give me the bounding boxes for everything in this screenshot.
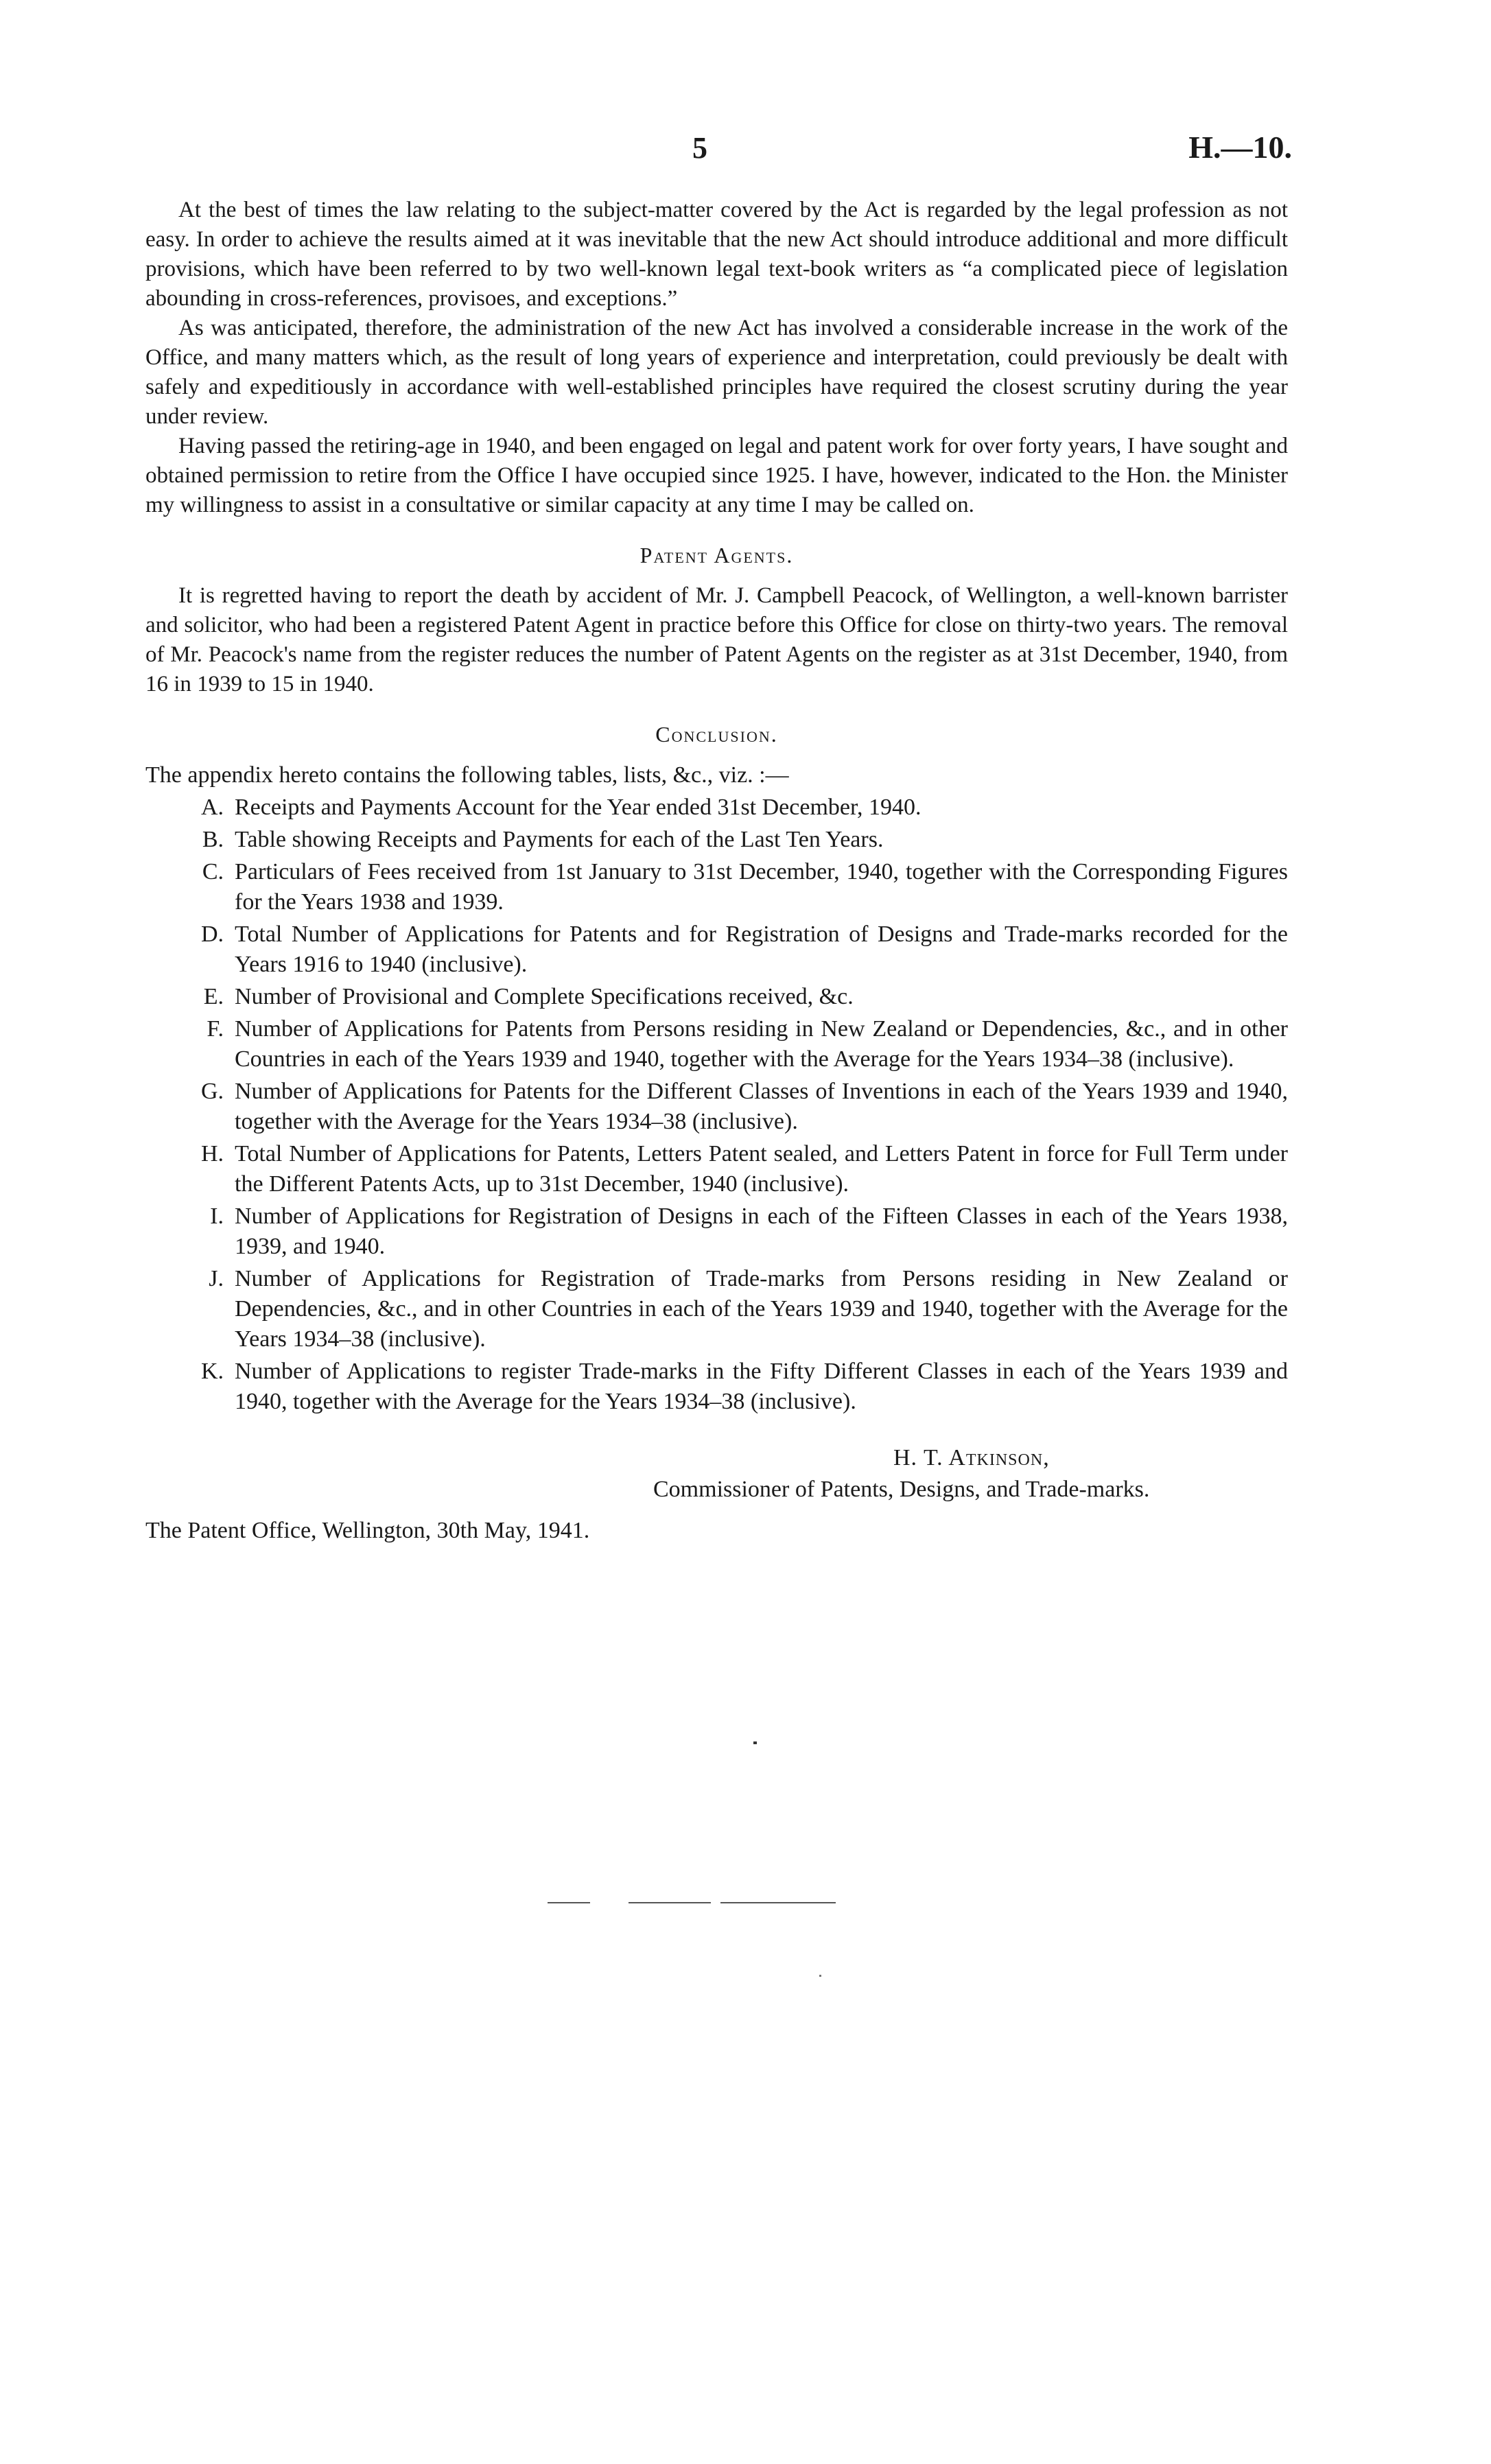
appendix-item-letter: K.	[200, 1359, 224, 1384]
appendix-item-text: Receipts and Payments Account for the Year ended 31st December, 1940.	[235, 795, 921, 820]
signatory-title: Commissioner of Patents, Designs, and Trade-marks.	[653, 1477, 1150, 1502]
appendix-item-text: Particulars of Fees received from 1st January to 31st December, 1940, together with the Corresponding Figures for the Years 1938 and 1939.	[235, 859, 1288, 915]
appendix-item-letter: B.	[202, 827, 224, 852]
faint-rule-fragment	[548, 1902, 590, 1903]
appendix-item-text: Total Number of Applications for Patents, Letters Patent sealed, and Letters Patent in force for Full Term under the Different Patents Acts, up to 31st December, 1940 (inclusive).	[235, 1141, 1288, 1197]
paragraph-retirement: Having passed the retiring-age in 1940, and been engaged on legal and patent work for over forty years, I have sought and obtained permission to retire from the Office I have occupied since 1925. I have, however, indicated to the Hon. the Minister my willingness to assist in a consultative or similar capacity at any time I may be called on.	[145, 434, 1288, 517]
document-reference: H.—10.	[1188, 130, 1292, 165]
appendix-item-text: Total Number of Applications for Patents and for Registration of Designs and Trade-marks recorded for the Years 1916 to 1940 (inclusive).	[235, 922, 1288, 977]
appendix-item-letter: F.	[207, 1016, 224, 1042]
appendix-item-letter: D.	[200, 922, 224, 947]
signatory-name: H. T. Atkinson,	[893, 1445, 1050, 1470]
appendix-item-text: Table showing Receipts and Payments for each of the Last Ten Years.	[235, 827, 884, 852]
appendix-item-text: Number of Applications for Registration of Designs in each of the Fifteen Classes in each of the Years 1938, 1939, and 1940.	[235, 1204, 1288, 1259]
page-number: 5	[692, 131, 707, 165]
place-and-date: The Patent Office, Wellington, 30th May, 1941.	[145, 1518, 590, 1543]
appendix-item-i	[187, 1201, 1288, 1262]
appendix-item-text: Number of Applications for Registration of Trade-marks from Persons residing in New Zealand or Dependencies, &c., and in other Countries in each of the Years 1939 and 1940, together with the Average for the Years 1934–38 (inclusive).	[235, 1266, 1288, 1352]
heading-conclusion: Conclusion.	[655, 722, 778, 747]
appendix-item-letter: A.	[200, 795, 224, 820]
appendix-item-text: Number of Applications for Patents from Persons residing in New Zealand or Dependencies, &c., and in other Countries in each of the Years 1939 and 1940, together with the Average for the Years 1934–38 (inclusive).	[235, 1016, 1288, 1072]
appendix-item-k	[187, 1357, 1288, 1417]
print-speck-mark	[753, 1741, 757, 1744]
appendix-item-text: Number of Applications for Patents for the Different Classes of Inventions in each of the Years 1939 and 1940, together with the Average for the Years 1934–38 (inclusive).	[235, 1079, 1288, 1134]
appendix-item-e	[187, 982, 1288, 1012]
appendix-item-d	[187, 919, 1288, 980]
body-content	[145, 196, 1288, 1545]
paragraph-legal-complexity: At the best of times the law relating to the subject-matter covered by the Act is regarded by the legal profession as not easy. In order to achieve the results aimed at it was inevitable that the new Act should introduce additional and more difficult provisions, which have been referred to by two well-known legal text-book writers as “a complicated piece of legislation abounding in cross-references, provisoes, and exceptions.”	[145, 198, 1288, 311]
faint-rule-fragment	[629, 1902, 711, 1903]
appendix-list	[145, 793, 1288, 1417]
appendix-item-letter: J.	[209, 1266, 224, 1291]
paragraph-patent-agents: It is regretted having to report the death by accident of Mr. J. Campbell Peacock, of Wellington, a well-known barrister and solicitor, who had been a registered Patent Agent in practice before this Office for close on thirty-two years. The removal of Mr. Peacock's name from the register reduces the number of Patent Agents on the register as at 31st December, 1940, from 16 in 1939 to 15 in 1940.	[145, 583, 1288, 696]
appendix-item-h	[187, 1139, 1288, 1199]
appendix-item-a	[187, 793, 1288, 823]
appendix-item-j	[187, 1264, 1288, 1354]
appendix-item-text: Number of Provisional and Complete Specifications received, &c.	[235, 984, 854, 1009]
paragraph-administration: As was anticipated, therefore, the administration of the new Act has involved a considerable increase in the work of the Office, and many matters which, as the result of long years of experience and interpretation, could previously be dealt with safely and expeditiously in accordance with well-established principles have required the closest scrutiny during the year under review.	[145, 316, 1288, 429]
heading-patent-agents: Patent Agents.	[639, 543, 794, 567]
appendix-item-letter: H.	[200, 1141, 224, 1166]
appendix-item-g	[187, 1077, 1288, 1137]
appendix-item-letter: I.	[210, 1204, 224, 1229]
appendix-item-b	[187, 825, 1288, 855]
appendix-item-c	[187, 857, 1288, 917]
faint-rule-fragment	[720, 1902, 836, 1903]
appendix-item-letter: C.	[202, 859, 224, 884]
appendix-item-f	[187, 1014, 1288, 1075]
appendix-intro: The appendix hereto contains the following tables, lists, &c., viz. :—	[145, 762, 789, 788]
appendix-item-text: Number of Applications to register Trade-marks in the Fifty Different Classes in each of the Years 1939 and 1940, together with the Average for the Years 1934–38 (inclusive).	[235, 1359, 1288, 1414]
signature-block	[145, 1443, 1288, 1512]
appendix-item-letter: G.	[200, 1079, 224, 1104]
print-speck-mark	[819, 1975, 821, 1977]
appendix-item-letter: E.	[203, 984, 224, 1009]
